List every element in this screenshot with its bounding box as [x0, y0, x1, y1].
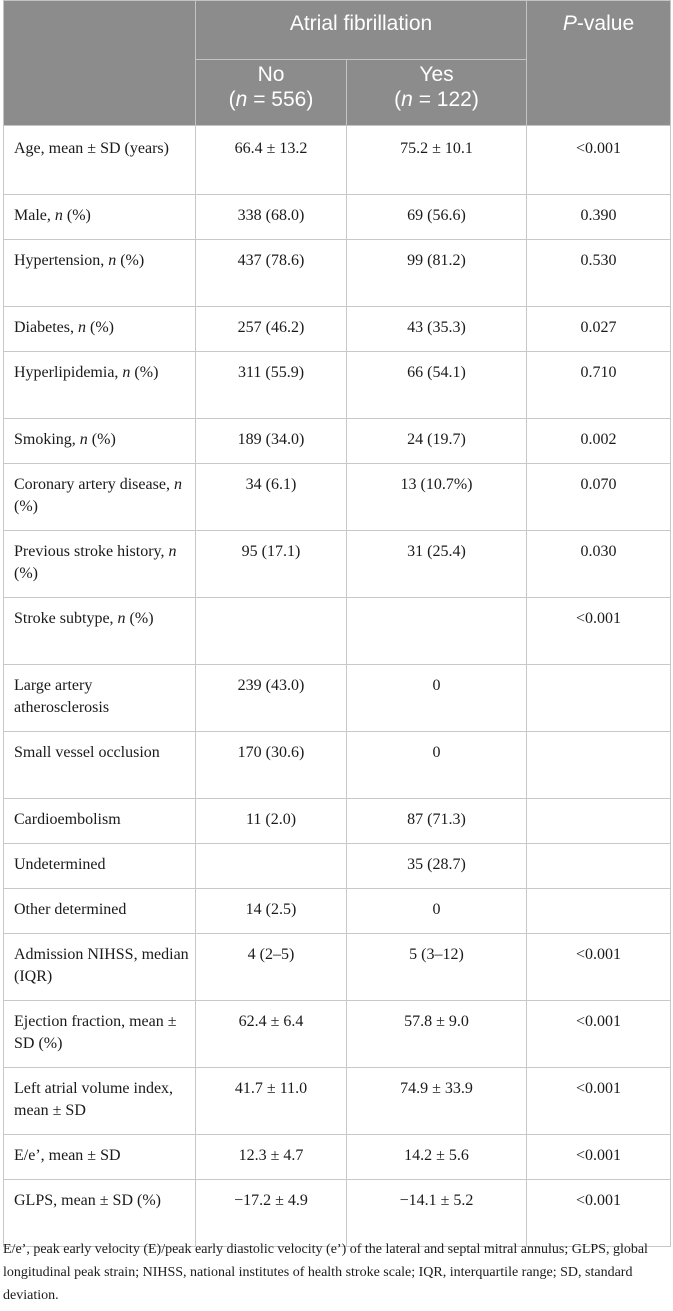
row-label: Undetermined — [4, 844, 196, 889]
table-footnote: E/e’, peak early velocity (E)/peak early diastolic velocity (e’) of the lateral and septal mitral annulus; GLPS, global longitudinal peak strain; NIHSS, national institutes of health stroke scale; IQR, interquartile range; SD, standard deviation. — [3, 1242, 648, 1303]
cell-af-no: 311 (55.9) — [196, 352, 347, 419]
cell-af-yes: 57.8 ± 9.0 — [347, 1001, 527, 1068]
table-row — [4, 889, 671, 934]
header-p-italic: P — [562, 12, 577, 35]
header-yes-label: Yes — [419, 63, 454, 86]
cell-af-yes: 5 (3–12) — [347, 934, 527, 1001]
cell-af-no — [196, 598, 347, 665]
cell-p-value: <0.001 — [527, 1135, 671, 1180]
table-row — [4, 195, 671, 240]
table-row — [4, 799, 671, 844]
row-label: Large artery atherosclerosis — [4, 665, 196, 732]
row-label: Previous stroke history, n (%) — [4, 531, 196, 598]
table-row — [4, 934, 671, 1001]
cell-af-no: 4 (2–5) — [196, 934, 347, 1001]
table-row — [4, 531, 671, 598]
header-yes-group — [347, 60, 527, 126]
cell-af-no: 189 (34.0) — [196, 419, 347, 464]
cell-af-no: 257 (46.2) — [196, 307, 347, 352]
cell-af-no: 34 (6.1) — [196, 464, 347, 531]
cell-af-no: 437 (78.6) — [196, 240, 347, 307]
cell-p-value — [527, 844, 671, 889]
row-label: Small vessel occlusion — [4, 732, 196, 799]
table-container — [3, 0, 670, 1247]
cell-af-no — [196, 844, 347, 889]
cell-af-no: 62.4 ± 6.4 — [196, 1001, 347, 1068]
cell-p-value — [527, 799, 671, 844]
cell-p-value: 0.710 — [527, 352, 671, 419]
row-label: Stroke subtype, n (%) — [4, 598, 196, 665]
header-atrial-fibrillation — [196, 1, 527, 60]
cell-p-value: 0.002 — [527, 419, 671, 464]
table-header — [4, 1, 671, 126]
cell-af-yes: −14.1 ± 5.2 — [347, 1180, 527, 1247]
table-row — [4, 419, 671, 464]
cell-af-no: 338 (68.0) — [196, 195, 347, 240]
cell-af-no: −17.2 ± 4.9 — [196, 1180, 347, 1247]
header-row-top — [4, 1, 671, 60]
table-row — [4, 240, 671, 307]
cell-p-value — [527, 889, 671, 934]
header-no-n — [196, 87, 346, 112]
table-row — [4, 1135, 671, 1180]
cell-af-no: 14 (2.5) — [196, 889, 347, 934]
cell-p-value: 0.390 — [527, 195, 671, 240]
header-p-rest: -value — [576, 12, 635, 35]
table-row — [4, 464, 671, 531]
header-no-group — [196, 60, 347, 126]
cell-af-yes: 66 (54.1) — [347, 352, 527, 419]
cell-p-value: <0.001 — [527, 126, 671, 195]
cell-af-yes — [347, 598, 527, 665]
cell-af-no: 12.3 ± 4.7 — [196, 1135, 347, 1180]
table-row — [4, 844, 671, 889]
cell-af-yes: 75.2 ± 10.1 — [347, 126, 527, 195]
header-no-label: No — [257, 63, 285, 86]
cell-af-yes: 31 (25.4) — [347, 531, 527, 598]
cell-p-value — [527, 665, 671, 732]
cell-p-value — [527, 732, 671, 799]
cell-af-no: 41.7 ± 11.0 — [196, 1068, 347, 1135]
header-yes-n-rest: = 122) — [412, 88, 479, 111]
row-label: Coronary artery disease, n (%) — [4, 464, 196, 531]
row-label: GLPS, mean ± SD (%) — [4, 1180, 196, 1247]
row-label: Other determined — [4, 889, 196, 934]
table-row — [4, 1068, 671, 1135]
header-empty-cell — [4, 1, 196, 126]
table-body — [4, 126, 671, 1247]
cell-p-value: <0.001 — [527, 934, 671, 1001]
cell-af-yes: 43 (35.3) — [347, 307, 527, 352]
cell-af-yes: 87 (71.3) — [347, 799, 527, 844]
row-label: Left atrial volume index, mean ± SD — [4, 1068, 196, 1135]
cell-af-no: 66.4 ± 13.2 — [196, 126, 347, 195]
row-label: Admission NIHSS, median (IQR) — [4, 934, 196, 1001]
cell-p-value: 0.027 — [527, 307, 671, 352]
cell-af-yes: 0 — [347, 732, 527, 799]
row-label: Age, mean ± SD (years) — [4, 126, 196, 195]
table-row — [4, 126, 671, 195]
cell-af-yes: 14.2 ± 5.6 — [347, 1135, 527, 1180]
header-af-label: Atrial fibrillation — [289, 12, 433, 35]
cell-p-value: 0.030 — [527, 531, 671, 598]
table-row — [4, 1001, 671, 1068]
cell-af-yes: 35 (28.7) — [347, 844, 527, 889]
cell-af-yes: 24 (19.7) — [347, 419, 527, 464]
header-no-n-rest: = 556) — [247, 88, 314, 111]
row-label: Cardioembolism — [4, 799, 196, 844]
row-label: Hypertension, n (%) — [4, 240, 196, 307]
header-no-n-var: n — [235, 88, 248, 111]
row-label: Diabetes, n (%) — [4, 307, 196, 352]
baseline-characteristics-table — [3, 0, 671, 1247]
cell-af-no: 95 (17.1) — [196, 531, 347, 598]
cell-p-value: <0.001 — [527, 1001, 671, 1068]
cell-af-yes: 13 (10.7%) — [347, 464, 527, 531]
table-row — [4, 598, 671, 665]
row-label: Ejection fraction, mean ± SD (%) — [4, 1001, 196, 1068]
header-yes-n-var: n — [401, 88, 413, 111]
cell-p-value: <0.001 — [527, 1180, 671, 1247]
table-row — [4, 732, 671, 799]
header-yes-n — [347, 87, 526, 112]
header-p-value — [527, 1, 671, 126]
cell-af-yes: 69 (56.6) — [347, 195, 527, 240]
table-row — [4, 307, 671, 352]
row-label: Male, n (%) — [4, 195, 196, 240]
cell-p-value: 0.530 — [527, 240, 671, 307]
cell-p-value: <0.001 — [527, 598, 671, 665]
header-no-n-open: ( — [228, 88, 236, 111]
cell-p-value: 0.070 — [527, 464, 671, 531]
cell-af-yes: 0 — [347, 665, 527, 732]
cell-af-no: 239 (43.0) — [196, 665, 347, 732]
cell-af-yes: 99 (81.2) — [347, 240, 527, 307]
row-label: Hyperlipidemia, n (%) — [4, 352, 196, 419]
cell-af-no: 11 (2.0) — [196, 799, 347, 844]
row-label: Smoking, n (%) — [4, 419, 196, 464]
cell-p-value: <0.001 — [527, 1068, 671, 1135]
row-label: E/e’, mean ± SD — [4, 1135, 196, 1180]
table-row — [4, 665, 671, 732]
cell-af-yes: 74.9 ± 33.9 — [347, 1068, 527, 1135]
cell-af-no: 170 (30.6) — [196, 732, 347, 799]
header-yes-n-open: ( — [394, 88, 402, 111]
cell-af-yes: 0 — [347, 889, 527, 934]
table-row — [4, 352, 671, 419]
table-row — [4, 1180, 671, 1247]
